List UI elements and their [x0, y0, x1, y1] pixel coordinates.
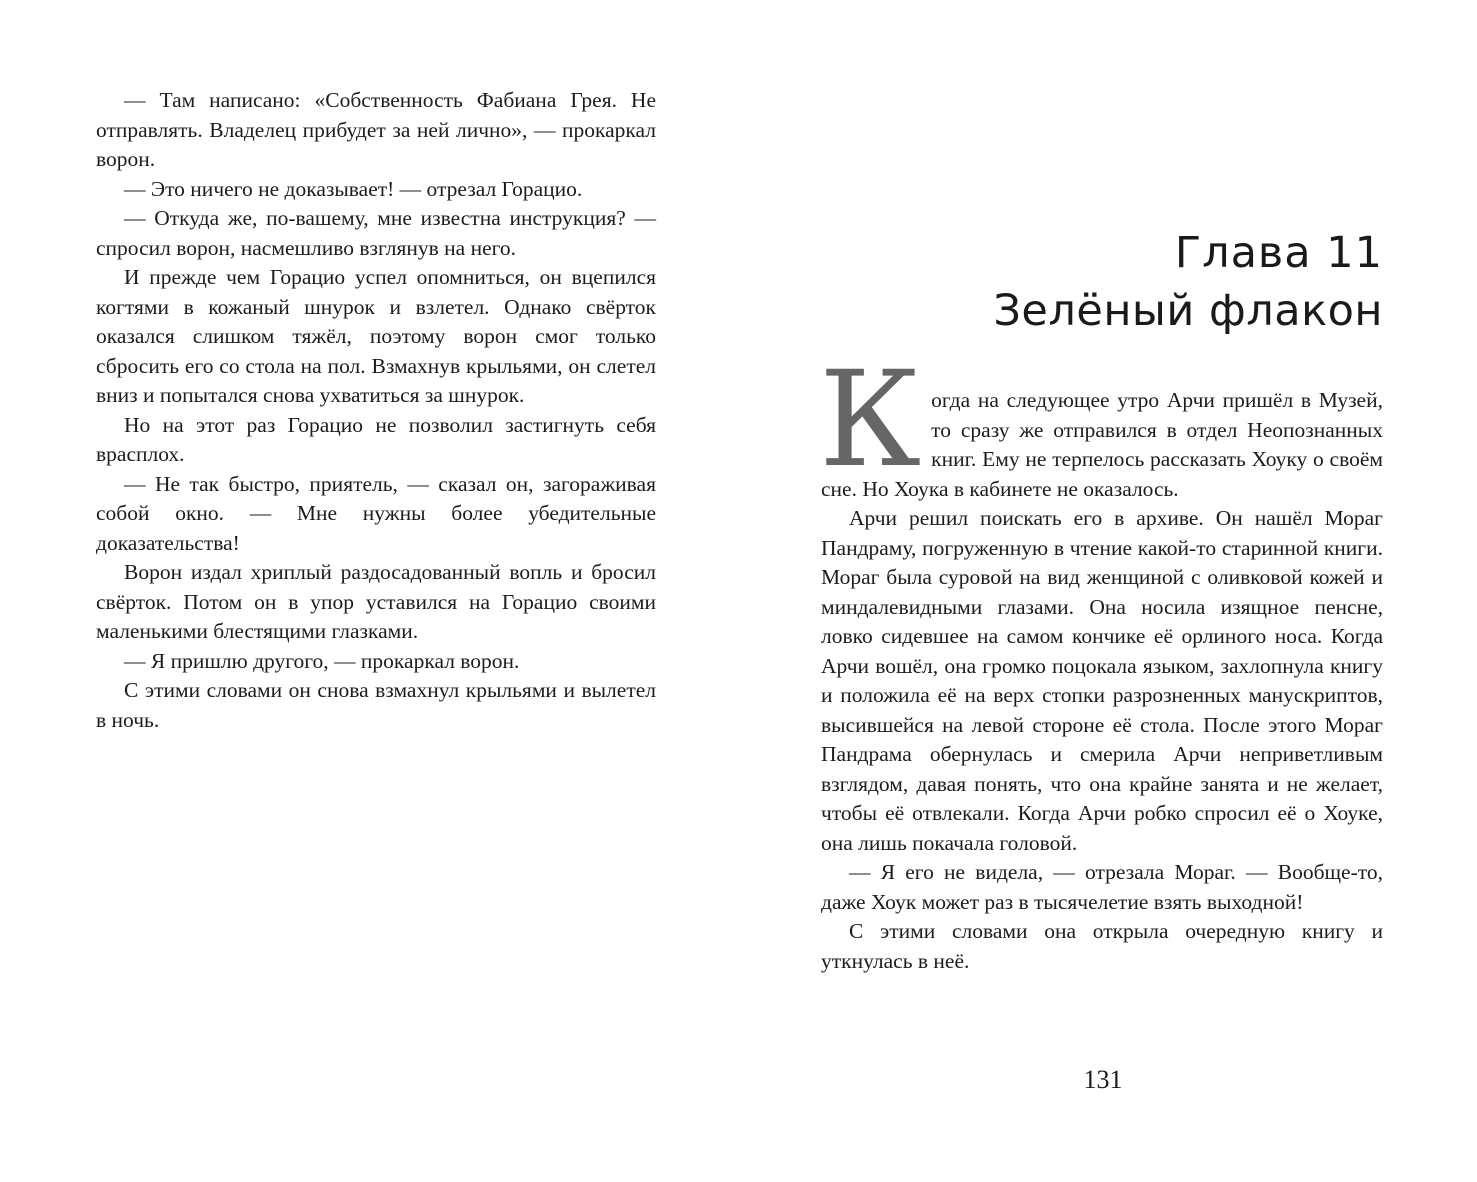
page-number: 131	[1083, 1065, 1123, 1094]
chapter-heading	[993, 224, 1383, 340]
left-paragraph-3: — Откуда же, по-вашему, мне известна инструкция? — спросил ворон, насмешливо взглянув на него.	[96, 206, 656, 260]
chapter-body	[819, 343, 1383, 976]
left-paragraph-6: — Не так быстро, приятель, — сказал он, загораживая собой окно. — Мне нужны более убедительные доказательства!	[96, 471, 656, 555]
left-paragraph-5: Но на этот раз Горацио не позволил застигнуть себя врасплох.	[96, 412, 656, 466]
left-paragraph-9: С этими словами он снова взмахнул крыльями и вылетел в ночь.	[96, 678, 656, 732]
drop-cap: К	[819, 343, 922, 497]
right-paragraph-1	[819, 343, 1383, 504]
left-paragraph-2: — Это ничего не доказывает! — отрезал Горацио.	[124, 176, 583, 201]
chapter-title: Зелёный флакон	[993, 286, 1383, 336]
right-paragraph-3: — Я его не видела, — отрезала Мораг. — Вообще-то, даже Хоук может раз в тысячелетие взять выходной!	[821, 860, 1383, 914]
chapter-number: Глава 11	[1174, 228, 1383, 278]
left-paragraph-8: — Я пришлю другого, — прокаркал ворон.	[124, 648, 520, 673]
left-paragraph-7: Ворон издал хриплый раздосадованный вопль и бросил свёрток. Потом он в упор уставился на Горацио своими маленькими блестящими глазками.	[96, 560, 656, 643]
right-paragraph-4: С этими словами она открыла очередную книгу и уткнулась в неё.	[821, 919, 1383, 973]
first-paragraph-text: огда на следующее утро Арчи пришёл в Музей, то сразу же отправился в отдел Неопознанных книг. Ему не терпелось рассказать Хоуку о своём сне. Но Хоука в кабинете не оказалось.	[821, 388, 1383, 501]
right-paragraph-2: Арчи решил поискать его в архиве. Он нашёл Мораг Пандраму, погруженную в чтение какой-то старинной книги. Мораг была суровой на вид женщиной с оливковой кожей и миндалевидными глазами. Она носила изящное пенсне, ловко сидевшее на самом кончике её орлиного носа. Когда Арчи вошёл, она громко поцокала языком, захлопнула книгу и положила её на верх стопки разрозненных манускриптов, высившейся на левой стороне её стола. После этого Мораг Пандрама обернулась и смерила Арчи неприветливым взглядом, давая понять, что она крайне занята и не желает, чтобы её отвлекали. Когда Арчи робко спросил её о Хоуке, она лишь покачала головой.	[821, 506, 1383, 855]
left-paragraph-4: И прежде чем Горацио успел опомниться, он вцепился когтями в кожаный шнурок и взлетел. Однако свёрток оказался слишком тяжёл, поэтому ворон смог только сбросить его со стола на пол. Взмахнув крыльями, он слетел вниз и попытался снова ухватиться за шнурок.	[96, 265, 656, 407]
left-paragraph-1: — Там написано: «Собственность Фабиана Грея. Не отправлять. Владелец прибудет за ней лично», — прокаркал ворон.	[96, 88, 656, 171]
left-page	[96, 86, 656, 735]
right-page	[821, 0, 1383, 1182]
